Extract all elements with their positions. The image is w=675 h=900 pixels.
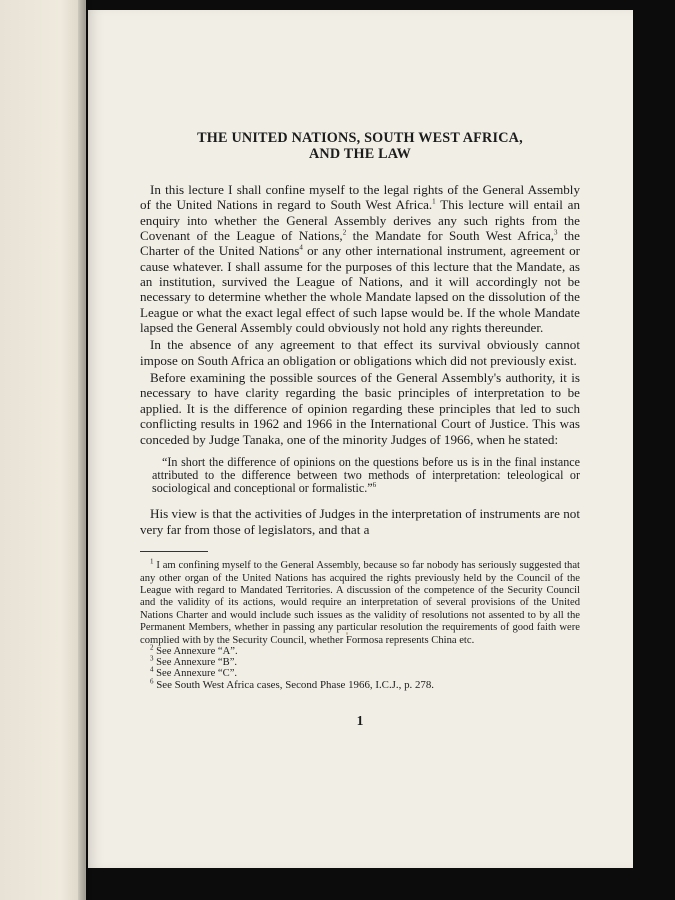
fn-ref-1: 1 xyxy=(432,197,436,206)
quote-text: “In short the difference of opinions on the questions before us is in the final instance attributed to the difference between two methods of interpretation: teleological or sociological and conceptional or formalistic.” xyxy=(152,454,580,496)
footnote-4: $^4$ See Annexure “C”. xyxy=(150,665,238,679)
para1-c: the Mandate for South West Africa, xyxy=(346,228,555,244)
paragraph-4: His view is that the activities of Judges in the interpretation of instruments are not very far from those of legislators, and that a xyxy=(140,506,580,537)
title-line-2: AND THE LAW xyxy=(308,146,412,162)
footnote-1: $^1$ I am confining myself to the General Assembly, because so far nobody has seriously suggested that any other organ of the United Nations has acquired the rights previously held by the Council of the League with regard to Mandated Territories. A discussion of the competence of the Security Council and the validity of its actions, would require an interpretation of several provisions of the United Nations Charter and would include such issues as the validity of resolutions not assented to by all the Permanent Members, whether in passing any particular resolution the requirements of good faith were complied with by the Security Council, whether Formosa represents China etc. xyxy=(140,557,580,646)
footnote-6: $^6$ See South West Africa cases, Second Phase 1966, I.C.J., p. 278. xyxy=(150,677,435,692)
body-text xyxy=(140,182,580,537)
fn-ref-6: 6 xyxy=(372,481,377,490)
block-quote xyxy=(152,456,580,496)
facing-page xyxy=(0,0,86,900)
footnote-3: $^3$ See Annexure “B”. xyxy=(150,654,238,668)
title-line-1: THE UNITED NATIONS, SOUTH WEST AFRICA, xyxy=(197,130,523,146)
book-page xyxy=(88,10,633,868)
footnote-2: $^2$ See Annexure “A”. xyxy=(150,643,238,657)
fn-ref-3: 3 xyxy=(554,228,558,237)
para1-d: the Charter of the United Nations xyxy=(140,228,580,259)
footnotes xyxy=(140,557,580,692)
paragraph-3: Before examining the possible sources of the General Assembly's authority, it is necessary to have clarity regarding the basic principles of interpretation to be applied. It is the difference of opinion regarding these principles that led to such conflicting results in 1962 and 1966 in the International Court of Justice. This was conceded by Judge Tanaka, one of the minority Judges of 1966, when he stated: xyxy=(140,370,580,447)
fn-ref-2: 2 xyxy=(342,228,347,237)
footnote-divider xyxy=(140,551,208,552)
page-number: 1 xyxy=(356,713,364,729)
para1-b: This lecture will entail an enquiry into whether the General Assembly derives any such rights from the Covenant of the League of Nations, xyxy=(140,197,580,244)
para1-e: or any other international instrument, agreement or cause whatever. I shall assume for the purposes of this lecture that the Mandate, as an institution, survived the League of Nations, and it will accordingly not be necessary to determine whether the whole Mandate lapsed on the dissolution of the League or what the exact legal effect of such lapse would be. If the whole Mandate lapsed the General Assembly could obviously not hold any rights thereunder. xyxy=(140,243,580,336)
page-title xyxy=(140,130,580,162)
page-content xyxy=(140,130,580,729)
para1-a: In this lecture I shall confine myself to the legal rights of the General Assembly of the United Nations in regard to South West Africa. xyxy=(140,182,580,213)
fn-ref-4: 4 xyxy=(299,244,303,253)
paragraph-2: In the absence of any agreement to that effect its survival obviously cannot impose on South Africa an obligation or obligations which did not previously exist. xyxy=(140,337,580,368)
paragraph-1 xyxy=(140,182,580,335)
